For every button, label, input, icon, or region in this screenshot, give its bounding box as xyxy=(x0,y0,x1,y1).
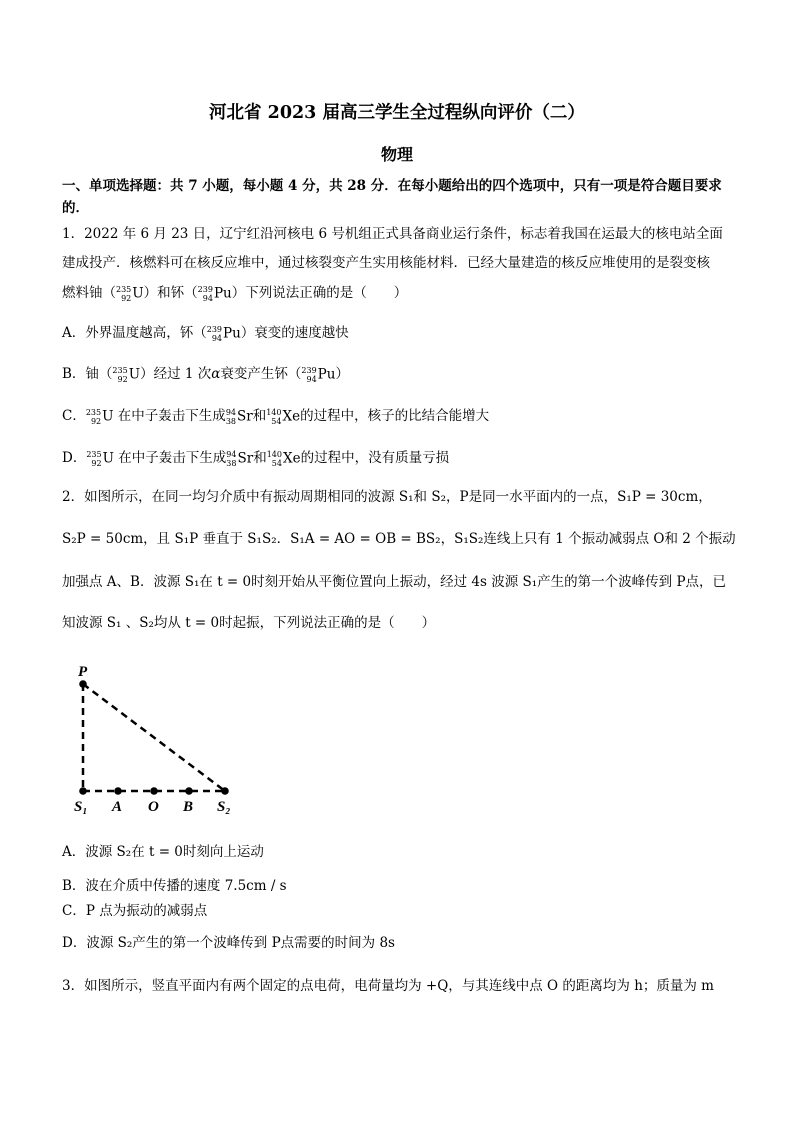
subject-title: 物理 xyxy=(380,145,413,164)
alpha-symbol: α xyxy=(211,366,221,382)
element-symbol: Pu xyxy=(317,366,336,382)
atomic-number: 92 xyxy=(117,374,128,384)
option-text: 和 xyxy=(252,408,267,424)
q1-line1: 1．2022 年 6 月 23 日，辽宁红沿河核电 6 号机组正式具备商业运行条件，标志着我国在运最大的核电站全面 xyxy=(62,226,723,242)
q1-text: ）下列说法正确的是（ ） xyxy=(231,285,408,301)
uranium-nuclide xyxy=(112,366,140,384)
uranium-nuclide xyxy=(86,450,114,468)
option-text: 在中子轰击下生成 xyxy=(114,450,227,466)
strontium-nuclide xyxy=(226,408,253,426)
uranium-nuclide xyxy=(116,285,144,303)
q1-option-c xyxy=(62,406,489,426)
q1-text: ）和钚（ xyxy=(143,285,198,301)
q2-diagram xyxy=(62,658,252,818)
q1-line2: 建成投产．核燃料可在核反应堆中，通过核裂变产生实用核能材料．已经大量建造的核反应堆使用的是裂变核 xyxy=(62,255,710,271)
mass-number: 140 xyxy=(266,449,282,459)
point-p xyxy=(79,680,87,688)
section-heading-cont: 的． xyxy=(62,200,89,216)
q1-text: 燃料铀（ xyxy=(62,285,116,301)
plutonium-nuclide xyxy=(301,366,335,384)
atomic-number: 38 xyxy=(225,416,236,426)
atomic-number: 54 xyxy=(271,458,282,468)
xenon-nuclide xyxy=(266,408,300,426)
q2-line4: 知波源 S₁ 、S₂均从 t = 0时起振，下列说法正确的是（ ） xyxy=(62,615,436,631)
label-o: O xyxy=(148,799,159,815)
element-symbol: Pu xyxy=(213,285,232,301)
atomic-number: 94 xyxy=(202,293,213,303)
atomic-number: 92 xyxy=(121,293,132,303)
atomic-number: 38 xyxy=(226,458,237,468)
atomic-number: 92 xyxy=(91,458,102,468)
atomic-number: 92 xyxy=(90,416,102,426)
element-symbol: Sr xyxy=(237,408,253,424)
option-text: ）衰变的速度越快 xyxy=(240,325,349,341)
mass-number: 235 xyxy=(85,407,102,417)
option-text: 在中子轰击下生成 xyxy=(113,408,226,424)
mass-number: 239 xyxy=(206,324,223,334)
q2-line3: 加强点 A、B．波源 S₁在 t = 0时刻开始从平衡位置向上振动，经过 4s 波源 S₁产生的第一个波峰传到 P点，已 xyxy=(62,574,727,590)
segment-p-s2 xyxy=(83,684,225,791)
q1-line3 xyxy=(62,283,407,303)
option-text: 和 xyxy=(253,450,267,466)
element-symbol: Xe xyxy=(282,408,301,424)
plutonium-nuclide xyxy=(207,325,241,343)
mass-number: 235 xyxy=(112,365,128,375)
xenon-nuclide xyxy=(267,450,301,468)
q2-option-c: C．P 点为振动的减弱点 xyxy=(62,903,208,919)
point-s2 xyxy=(221,787,229,795)
option-text: ）经过 1 次 xyxy=(140,366,212,382)
element-symbol: Xe xyxy=(282,450,301,466)
option-text: B．铀（ xyxy=(62,366,113,382)
section-heading: 一、单项选择题：共 7 小题，每小题 4 分，共 28 分．在每小题给出的四个选项中，只有一项是符合题目要求 xyxy=(62,178,722,194)
mass-number: 235 xyxy=(116,284,132,294)
label-s2: S₂ xyxy=(217,799,231,815)
mass-number: 94 xyxy=(226,449,237,459)
q1-option-d xyxy=(62,448,449,468)
mass-number: 94 xyxy=(225,407,236,417)
atomic-number: 54 xyxy=(271,416,282,426)
plutonium-nuclide xyxy=(198,285,232,303)
q2-option-b: B．波在介质中传播的速度 7.5cm / s xyxy=(62,878,287,894)
element-symbol: U xyxy=(132,285,144,301)
element-symbol: Pu xyxy=(223,325,241,341)
label-b: B xyxy=(183,799,194,815)
mass-number: 239 xyxy=(301,365,317,375)
option-text: D． xyxy=(62,450,87,466)
q1-option-b xyxy=(62,364,349,384)
element-symbol: Sr xyxy=(237,450,254,466)
q2-line1: 2．如图所示，在同一均匀介质中有振动周期相同的波源 S₁和 S₂，P是同一水平面内的一点，S₁P = 30cm， xyxy=(62,489,712,505)
label-p: P xyxy=(78,664,88,680)
atomic-number: 94 xyxy=(211,333,223,343)
q2-line2: S₂P = 50cm，且 S₁P 垂直于 S₁S₂．S₁A = AO = OB = BS₂，S₁S₂连线上只有 1 个振动减弱点 O和 2 个振动 xyxy=(62,531,736,547)
uranium-nuclide xyxy=(86,408,114,426)
document-title: 河北省 2023 届高三学生全过程纵向评价（二） xyxy=(209,103,585,123)
q2-option-a: A．波源 S₂在 t = 0时刻向上运动 xyxy=(62,844,264,860)
mass-number: 140 xyxy=(266,407,282,417)
point-s1 xyxy=(79,787,87,795)
point-a xyxy=(114,787,122,795)
label-a: A xyxy=(112,799,123,815)
option-text: C． xyxy=(62,408,86,424)
option-text: 衰变产生钚（ xyxy=(220,366,302,382)
q3-line1: 3．如图所示，竖直平面内有两个固定的点电荷，电荷量均为 +Q，与其连线中点 O 的距离均为 h；质量为 m xyxy=(62,978,714,994)
option-text: 的过程中，没有质量亏损 xyxy=(300,450,450,466)
option-text: A．外界温度越高，钚（ xyxy=(62,325,207,341)
point-b xyxy=(185,787,193,795)
q2-option-d: D．波源 S₂产生的第一个波峰传到 P点需要的时间为 8s xyxy=(62,935,395,951)
mass-number: 235 xyxy=(86,449,102,459)
mass-number: 239 xyxy=(197,284,213,294)
q1-option-a xyxy=(62,323,349,343)
strontium-nuclide xyxy=(226,450,253,468)
point-o xyxy=(150,787,158,795)
element-symbol: U xyxy=(102,408,114,424)
element-symbol: U xyxy=(128,366,141,382)
atomic-number: 94 xyxy=(306,374,317,384)
label-s1: S₁ xyxy=(74,799,88,815)
element-symbol: U xyxy=(102,450,114,466)
option-text: ） xyxy=(335,366,349,382)
option-text: 的过程中，核子的比结合能增大 xyxy=(300,408,490,424)
